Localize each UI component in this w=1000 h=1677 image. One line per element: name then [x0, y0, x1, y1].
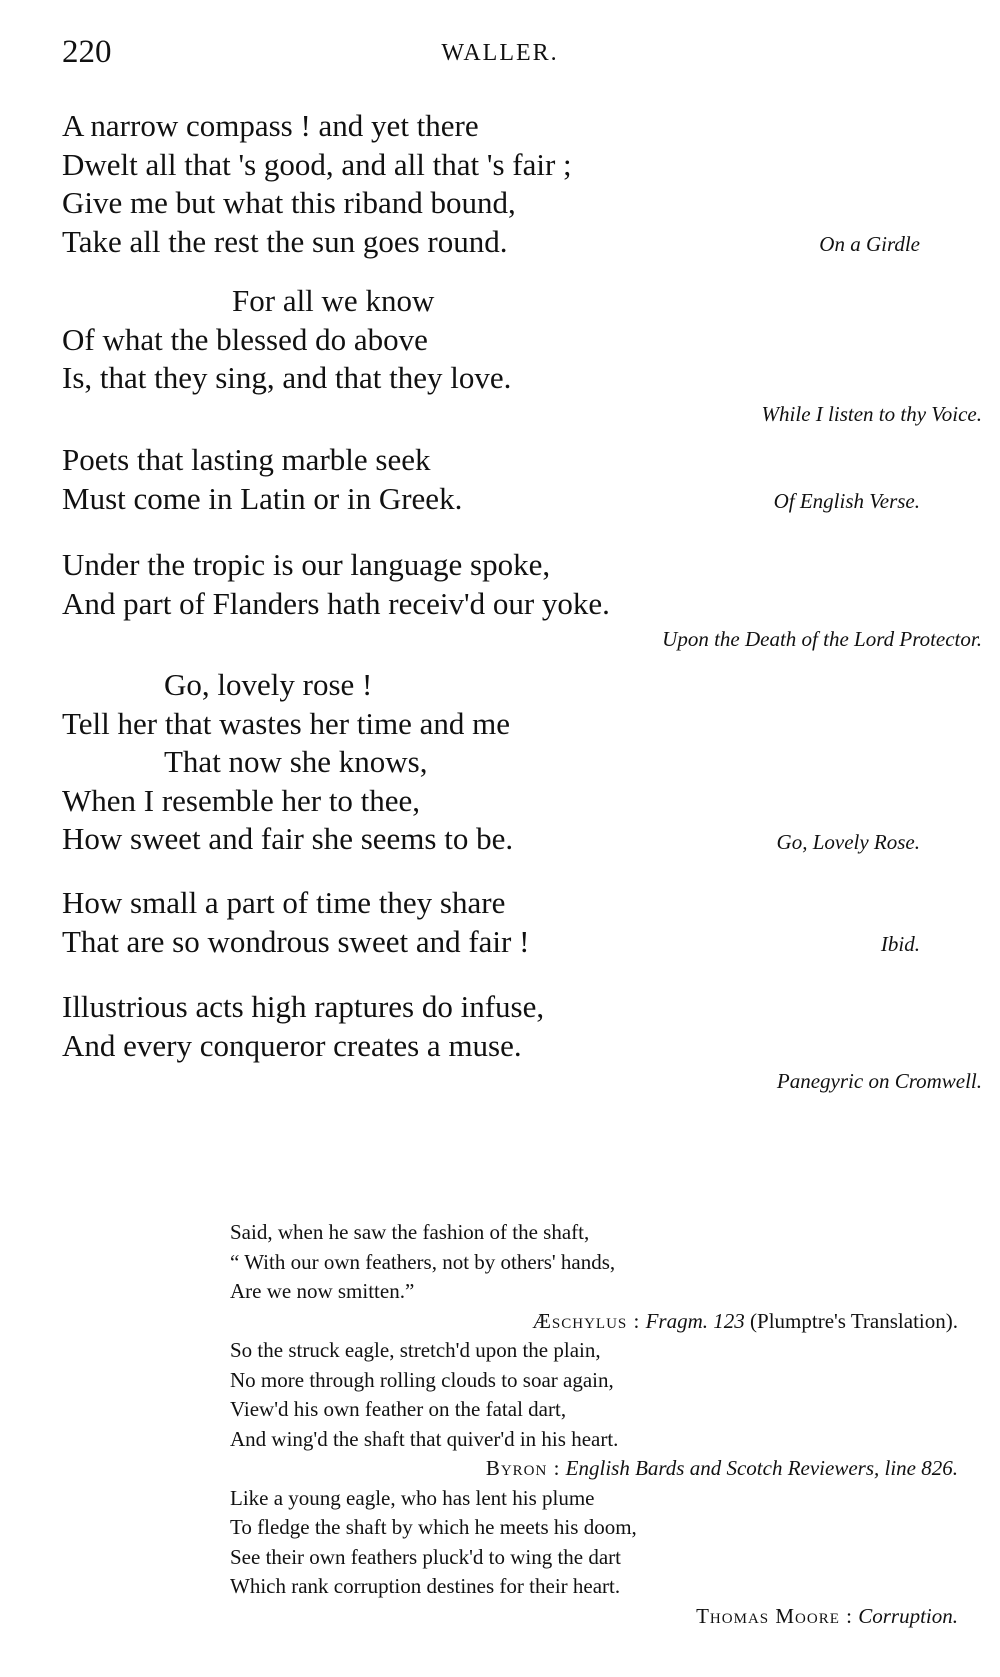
stanza-go-lovely-rose — [62, 666, 962, 859]
verse-line: Under the tropic is our language spoke, — [62, 547, 551, 582]
verse-line: Must come in Latin or in Greek. — [62, 480, 463, 516]
page-header — [0, 34, 1000, 74]
stanza-lord-protector — [62, 546, 982, 655]
note-line: View'd his own feather on the fatal dart, — [230, 1397, 567, 1421]
note-line: No more through rolling clouds to soar again, — [230, 1367, 614, 1392]
note-moore — [230, 1484, 960, 1632]
note-line: Like a young eagle, who has lent his plume — [230, 1485, 595, 1510]
citation: Of English Verse. — [773, 489, 920, 513]
verse-line: How sweet and fair she seems to be. — [62, 821, 514, 856]
note-line: To fledge the shaft by which he meets his doom, — [230, 1515, 637, 1539]
verse-line: When I resemble her to thee, — [62, 782, 421, 818]
note-attribution — [230, 1307, 960, 1337]
stanza-on-a-girdle — [62, 107, 962, 261]
verse-line: Is, that they sing, and that they love. — [62, 360, 512, 395]
note-line: Are we now smitten.” — [230, 1279, 415, 1303]
note-attribution — [230, 1602, 960, 1632]
verse-line: How small a part of time they share — [62, 885, 506, 920]
verse-line: That are so wondrous sweet and fair ! — [62, 923, 530, 959]
citation: Upon the Death of the Lord Protector. — [662, 627, 982, 651]
verse-line: And every conqueror creates a muse. — [62, 1027, 522, 1063]
note-work: Fragm. 123 — [645, 1308, 745, 1333]
verse-line: For all we know — [232, 283, 435, 318]
stanza-of-english-verse — [62, 441, 962, 518]
note-line: Said, when he saw the fashion of the shaft, — [230, 1220, 590, 1244]
note-byron — [230, 1336, 960, 1484]
citation: Ibid. — [880, 932, 920, 956]
note-line: So the struck eagle, stretch'd upon the plain, — [230, 1338, 601, 1362]
note-author: Æschylus : — [532, 1308, 641, 1333]
stanza-while-i-listen — [62, 282, 982, 430]
note-work: English Bards and Scotch Reviewers, line 826. — [565, 1456, 958, 1480]
verse-line: Tell her that wastes her time and me — [62, 705, 511, 741]
verse-line: Dwelt all that 's good, and all that 's fair ; — [62, 146, 572, 182]
page-number: 220 — [62, 34, 112, 70]
note-line: “ With our own feathers, not by others' hands, — [230, 1249, 616, 1274]
citation: While I listen to thy Voice. — [761, 401, 982, 426]
running-title: WALLER. — [441, 40, 559, 66]
citation: Go, Lovely Rose. — [776, 829, 920, 854]
note-author: Byron : — [485, 1456, 561, 1480]
stanza-ibid — [62, 884, 962, 961]
verse-line: Go, lovely rose ! — [164, 667, 373, 702]
citation: On a Girdle — [819, 232, 920, 256]
verse-line: And part of Flanders hath receiv'd our yoke. — [62, 585, 610, 621]
verse-line: Poets that lasting marble seek — [62, 442, 431, 477]
citation: Panegyric on Cromwell. — [776, 1069, 982, 1093]
verse-line: Of what the blessed do above — [62, 321, 428, 357]
note-line: See their own feathers pluck'd to wing the dart — [230, 1544, 622, 1569]
note-extra: (Plumptre's Translation). — [750, 1308, 958, 1333]
stanza-panegyric — [62, 988, 982, 1097]
note-work: Corruption. — [858, 1603, 958, 1628]
footnote-block — [230, 1218, 960, 1631]
note-aeschylus — [230, 1218, 960, 1336]
verse-line: Give me but what this riband bound, — [62, 185, 516, 220]
note-author: Thomas Moore : — [696, 1603, 853, 1628]
note-line: Which rank corruption destines for their heart. — [230, 1574, 621, 1598]
verse-line: A narrow compass ! and yet there — [62, 108, 479, 143]
verse-line: That now she knows, — [164, 744, 428, 779]
note-attribution — [230, 1454, 960, 1484]
verse-line: Illustrious acts high raptures do infuse, — [62, 989, 545, 1024]
note-line: And wing'd the shaft that quiver'd in his heart. — [230, 1426, 619, 1451]
verse-line: Take all the rest the sun goes round. — [62, 223, 508, 259]
